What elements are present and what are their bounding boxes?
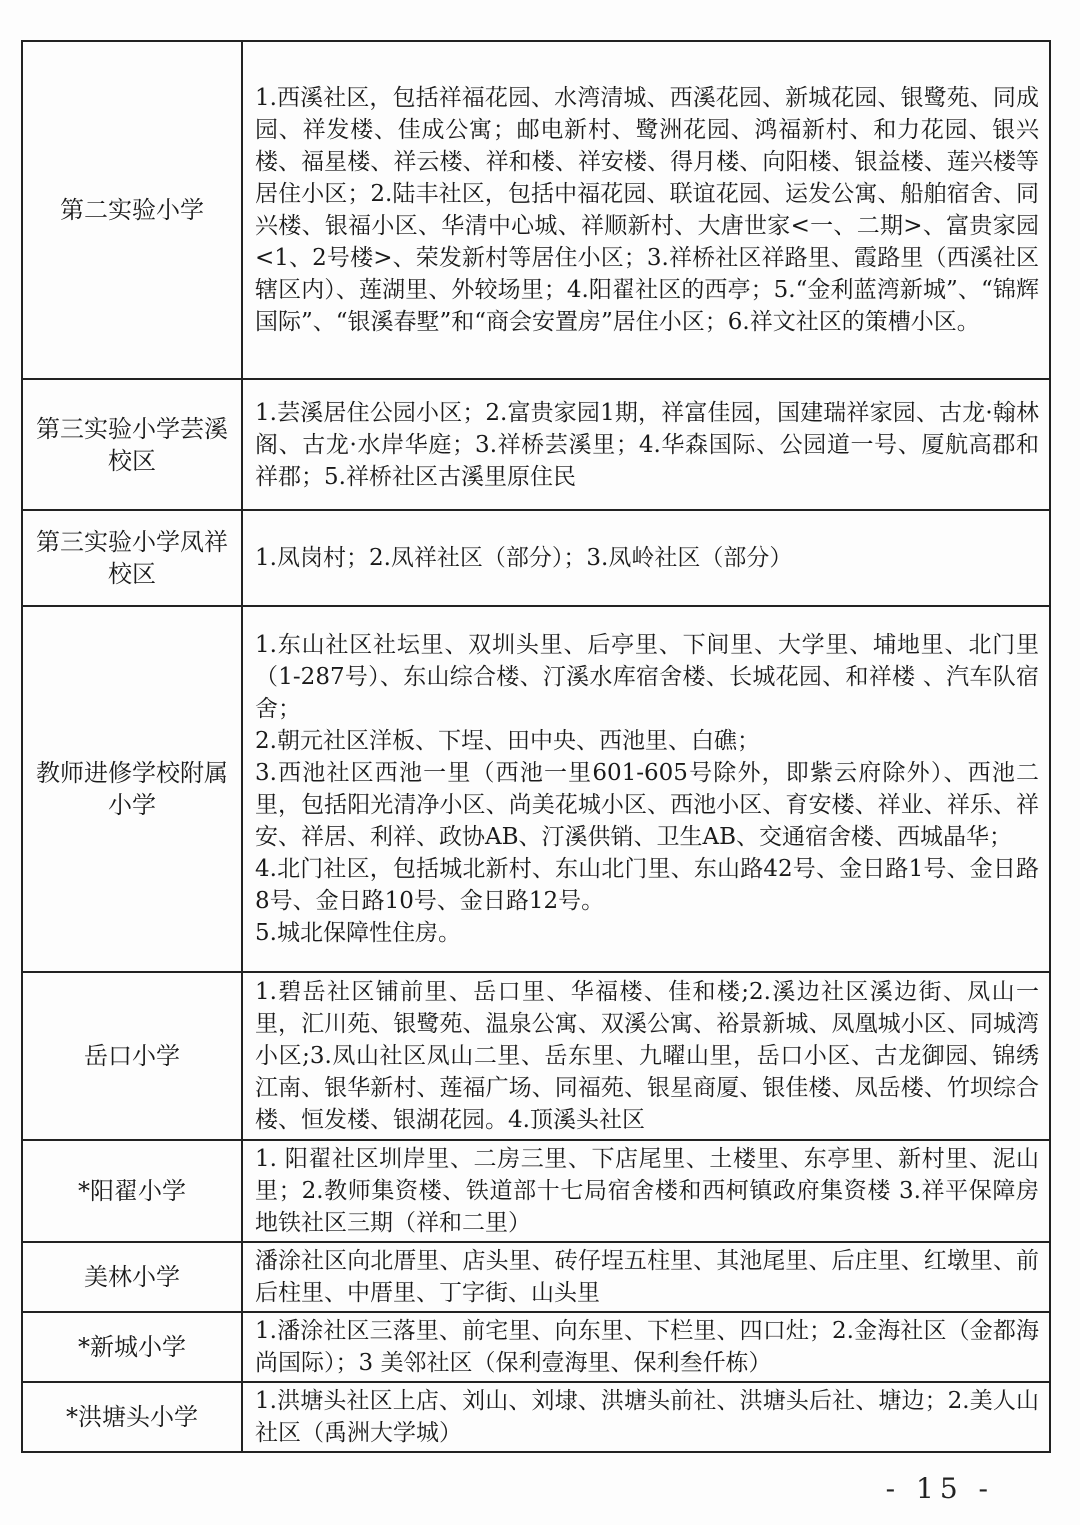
zone-area-paragraph: 1.芸溪居住公园小区；2.富贵家园1期，祥富佳园，国建瑞祥家园、古龙·翰林阁、古龙·水岸华庭；3.祥桥芸溪里；4.华森国际、公园道一号、厦航高郡和祥郡；5.祥桥社区古溪里原住民 <box>255 399 1039 490</box>
zone-area-paragraph: 1.东山社区社坛里、双圳头里、后亭里、下间里、大学里、埔地里、北门里（1-287号）、东山综合楼、汀溪水库宿舍楼、长城花园、和祥楼 、汽车队宿舍； <box>255 632 1039 722</box>
page-number: - 15 - <box>885 1472 994 1505</box>
zone-area-paragraph: 4.北门社区，包括城北新村、东山北门里、东山路42号、金日路1号、金日路8号、金日路10号、金日路12号。 <box>255 856 1039 914</box>
zone-area-cell <box>242 1312 1050 1382</box>
school-name-cell: *洪塘头小学 <box>22 1382 242 1452</box>
table-row <box>22 1242 1050 1312</box>
zone-area-cell <box>242 510 1050 606</box>
zone-area-cell <box>242 41 1050 379</box>
school-name-cell: 第三实验小学芸溪校区 <box>22 379 242 510</box>
school-name-cell: *新城小学 <box>22 1312 242 1382</box>
zone-area-paragraph: 3.西池社区西池一里（西池一里601-605号除外，即紫云府除外）、西池二里，包括阳光清净小区、尚美花城小区、西池小区、育安楼、祥业、祥乐、祥安、祥居、利祥、政协AB、汀溪供销、卫生AB、交通宿舍楼、西城晶华； <box>255 760 1039 850</box>
zone-area-cell <box>242 379 1050 510</box>
table-row <box>22 972 1050 1140</box>
zone-area-paragraph: 1.潘涂社区三落里、前宅里、向东里、下栏里、四口灶；2.金海社区（金都海尚国际）；3 美邻社区（保利壹海里、保利叁仟栋） <box>255 1318 1039 1376</box>
school-name-cell: 美林小学 <box>22 1242 242 1312</box>
table-row <box>22 606 1050 972</box>
table-row <box>22 1140 1050 1242</box>
zone-area-cell <box>242 1382 1050 1452</box>
zone-area-cell <box>242 972 1050 1140</box>
zone-area-paragraph: 1.洪塘头社区上店、刘山、刘埭、洪塘头前社、洪塘头后社、塘边；2.美人山社区（禹洲大学城） <box>255 1388 1039 1446</box>
zone-area-paragraph: 潘涂社区向北厝里、店头里、砖仔埕五柱里、其池尾里、后庄里、红墩里、前后柱里、中厝里、丁字街、山头里 <box>255 1248 1039 1306</box>
school-name-cell: 第三实验小学凤祥校区 <box>22 510 242 606</box>
table-row <box>22 379 1050 510</box>
zone-area-paragraph: 1.西溪社区，包括祥福花园、水湾清城、西溪花园、新城花园、银鹭苑、同成园、祥发楼、佳成公寓；邮电新村、鹭洲花园、鸿福新村、和力花园、银兴楼、福星楼、祥云楼、祥和楼、祥安楼、得月楼、向阳楼、银益楼、莲兴楼等居住小区；2.陆丰社区，包括中福花园、联谊花园、运发公寓、船舶宿舍、同兴楼、银福小区、华清中心城、祥顺新村、大唐世家<一、二期>、富贵家园<1、2号楼>、荣发新村等居住小区；3.祥桥社区祥路里、霞路里（西溪社区辖区内）、莲湖里、外较场里；4.阳翟社区的西亭；5.“金利蓝湾新城”、“锦辉国际”、“银溪春墅”和“商会安置房”居住小区；6.祥文社区的策槽小区。 <box>255 85 1039 335</box>
zone-area-paragraph: 2.朝元社区洋板、下埕、田中央、西池里、白礁； <box>255 728 760 754</box>
zone-area-paragraph: 5.城北保障性住房。 <box>255 920 461 946</box>
zone-area-cell <box>242 1242 1050 1312</box>
zone-area-paragraph: 1.碧岳社区铺前里、岳口里、华福楼、佳和楼;2.溪边社区溪边街、凤山一里，汇川苑、银鹭苑、温泉公寓、双溪公寓、裕景新城、凤凰城小区、同城湾小区;3.凤山社区凤山二里、岳东里、九曜山里，岳口小区、古龙御园、锦绣江南、银华新村、莲福广场、同福苑、银星商厦、银佳楼、凤岳楼、竹坝综合楼、恒发楼、银湖花园。4.顶溪头社区 <box>255 979 1039 1133</box>
school-zone-table <box>21 40 1051 1453</box>
table-row <box>22 1382 1050 1452</box>
school-name-cell: *阳翟小学 <box>22 1140 242 1242</box>
zone-area-cell <box>242 606 1050 972</box>
table-row <box>22 510 1050 606</box>
school-name-cell: 第二实验小学 <box>22 41 242 379</box>
zone-area-paragraph: 1.凤岗村；2.凤祥社区（部分）；3.凤岭社区（部分） <box>255 545 793 571</box>
table-row <box>22 1312 1050 1382</box>
school-name-cell: 教师进修学校附属小学 <box>22 606 242 972</box>
school-zone-table-body <box>22 41 1050 1452</box>
table-row <box>22 41 1050 379</box>
zone-area-cell <box>242 1140 1050 1242</box>
school-name-cell: 岳口小学 <box>22 972 242 1140</box>
zone-area-paragraph: 1. 阳翟社区圳岸里、二房三里、下店尾里、土楼里、东亭里、新村里、泥山里；2.教师集资楼、铁道部十七局宿舍楼和西柯镇政府集资楼 3.祥平保障房地铁社区三期（祥和二里） <box>255 1146 1039 1236</box>
